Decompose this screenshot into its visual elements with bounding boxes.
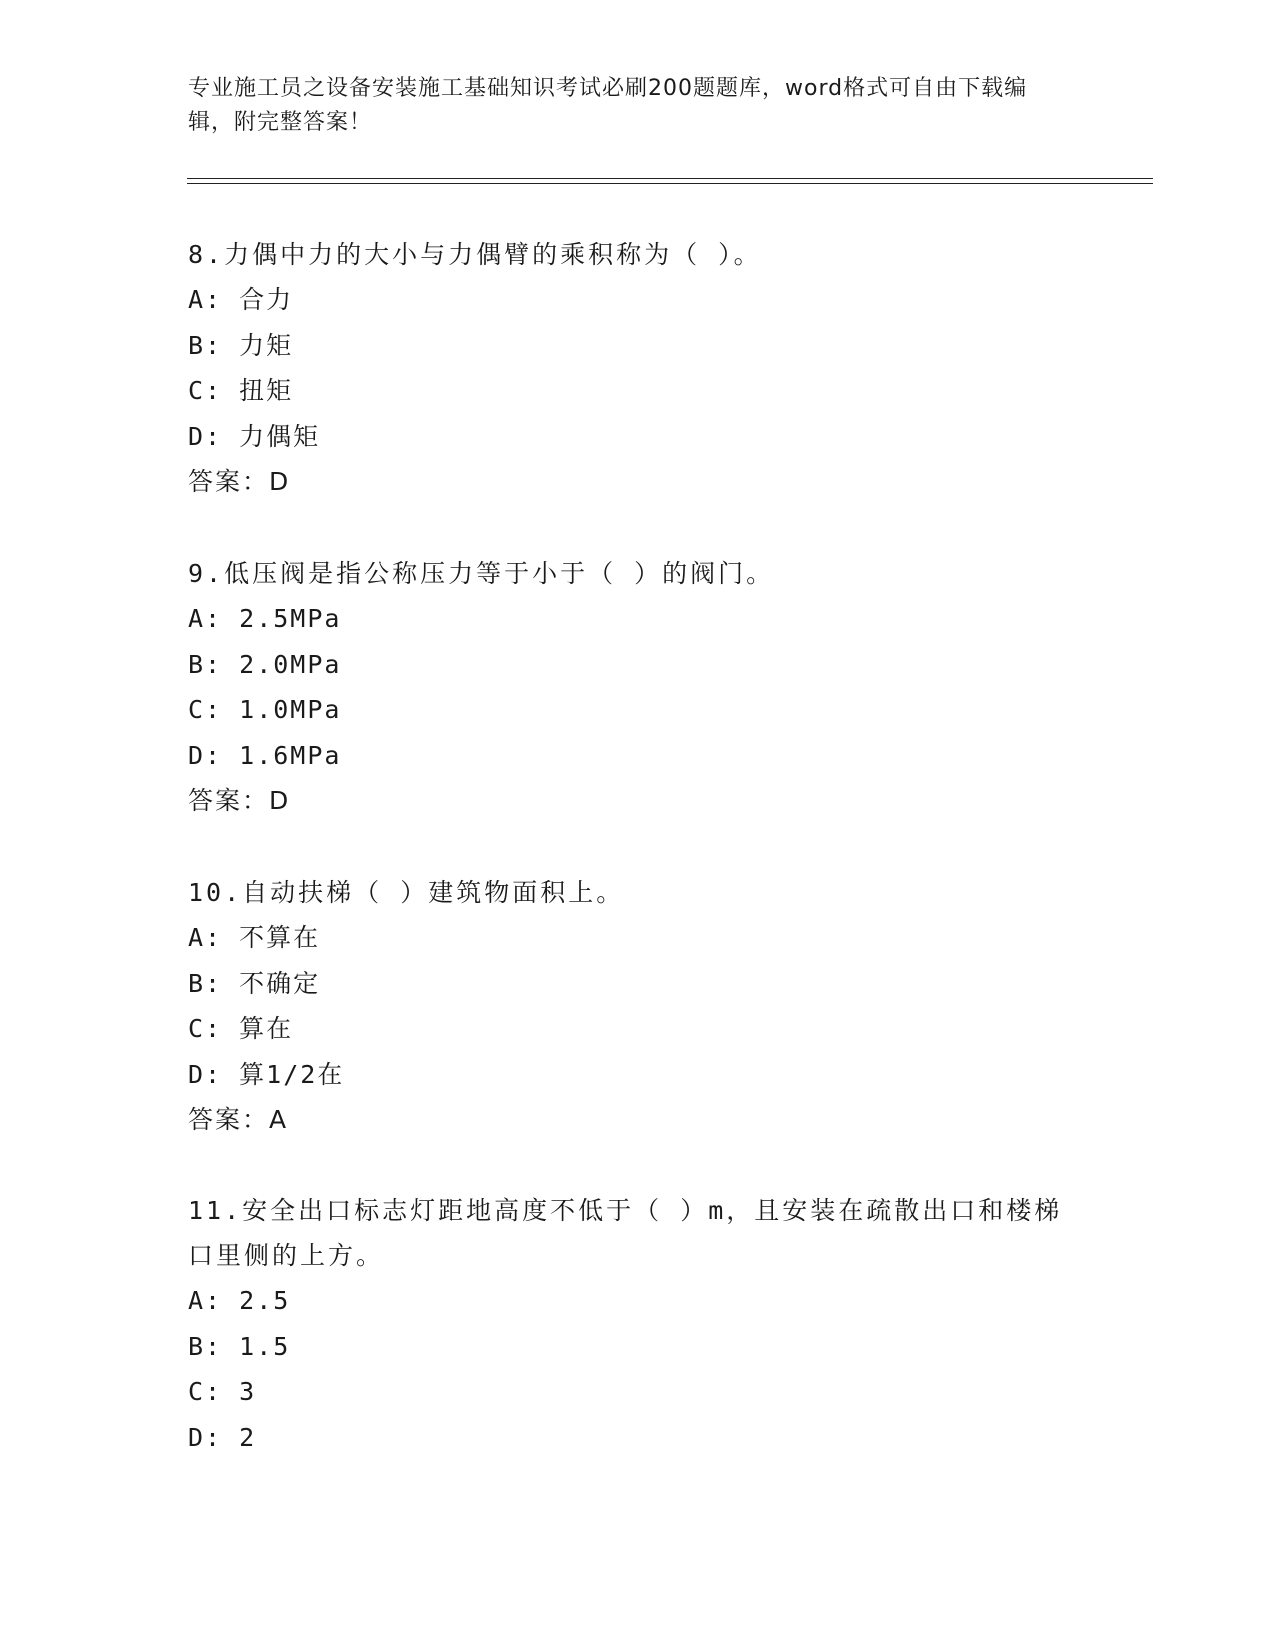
option-b: B: 力矩 xyxy=(188,330,294,360)
option-c: C: 扭矩 xyxy=(188,376,294,405)
question-stem: 8.力偶中力的大小与力偶臂的乘积称为（ ）。 xyxy=(188,240,762,269)
header-divider-top xyxy=(187,178,1153,179)
answer-line: 答案：D xyxy=(188,786,291,815)
option-b: B: 2.0MPa xyxy=(188,649,342,679)
document-title: 专业施工员之设备安装施工基础知识考试必刷200题题库，word格式可自由下载编辑，附完整答案！ xyxy=(188,76,1028,135)
option-d: D: 1.6MPa xyxy=(188,740,342,770)
option-b: B: 1.5 xyxy=(188,1331,291,1361)
answer-line: 答案：D xyxy=(188,467,291,496)
question-8 xyxy=(188,232,1088,504)
option-a: A: 2.5 xyxy=(188,1286,291,1315)
option-d: D: 算1/2在 xyxy=(188,1059,345,1089)
option-d: D: 2 xyxy=(188,1422,257,1452)
header-divider-bottom xyxy=(187,183,1153,184)
option-c: C: 算在 xyxy=(188,1014,294,1043)
option-b: B: 不确定 xyxy=(188,968,321,998)
question-9 xyxy=(188,551,1088,823)
option-c: C: 3 xyxy=(188,1377,257,1406)
option-d: D: 力偶矩 xyxy=(188,421,321,451)
question-stem-line-2: 口里侧的上方。 xyxy=(188,1241,385,1270)
question-11 xyxy=(188,1188,1088,1460)
option-a: A: 2.5MPa xyxy=(188,604,342,633)
option-c: C: 1.0MPa xyxy=(188,695,342,724)
question-10 xyxy=(188,870,1088,1142)
option-a: A: 合力 xyxy=(188,285,294,314)
answer-line: 答案：A xyxy=(188,1105,289,1134)
option-a: A: 不算在 xyxy=(188,923,321,952)
question-stem-line-1: 11.安全出口标志灯距地高度不低于（ ）m，且安装在疏散出口和楼梯 xyxy=(188,1196,1063,1225)
question-stem: 10.自动扶梯（ ）建筑物面积上。 xyxy=(188,878,625,907)
question-stem: 9.低压阀是指公称压力等于小于（ ）的阀门。 xyxy=(188,559,775,588)
